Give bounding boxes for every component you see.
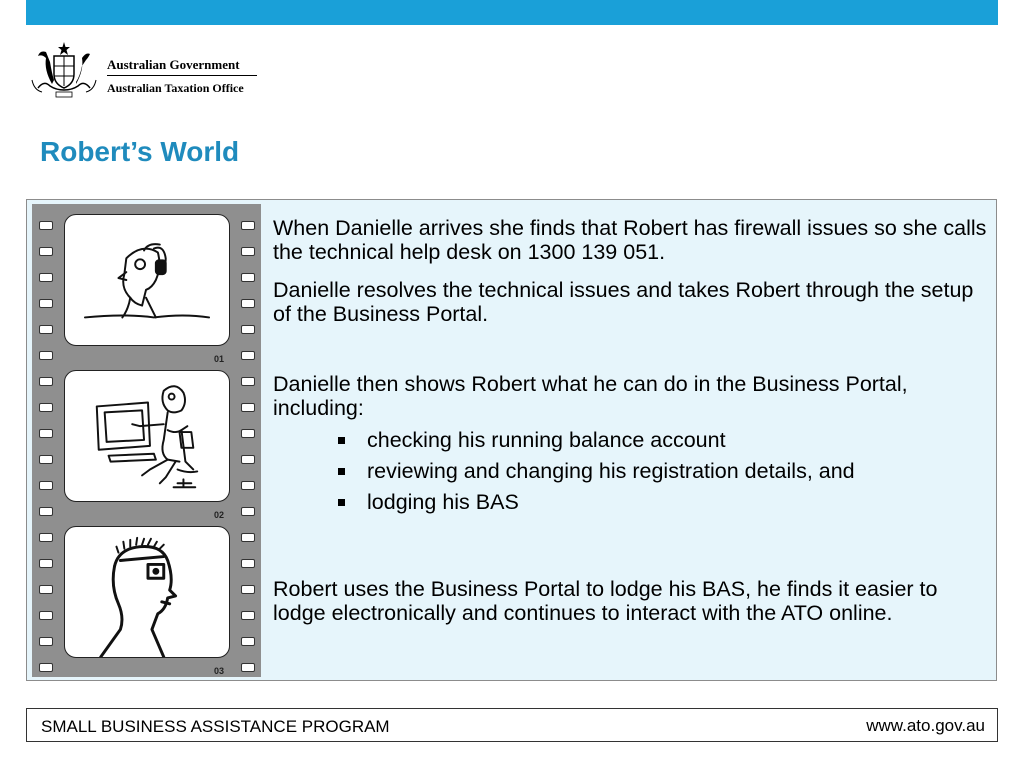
film-hole [241,351,255,360]
film-frame-2 [64,370,230,502]
footer-bar [26,708,998,742]
film-hole [39,507,53,516]
coat-of-arms-icon [24,40,104,100]
film-hole [241,559,255,568]
film-hole [241,481,255,490]
page-title: Robert’s World [40,136,240,167]
footer-program-name: SMALL BUSINESS ASSISTANCE PROGRAM [41,717,390,736]
film-hole [39,325,53,334]
filmstrip [32,204,261,677]
film-hole [241,663,255,672]
film-hole [39,221,53,230]
film-hole [39,351,53,360]
paragraph-setup: Danielle resolves the technical issues and takes Robert through the setup of the Business Portal. [273,278,974,326]
bullet-square-icon [338,468,345,475]
feature-list [273,426,988,519]
film-hole [39,429,53,438]
film-hole [39,455,53,464]
film-hole [39,481,53,490]
list-item-text: checking his running balance account [367,428,726,452]
film-hole [241,273,255,282]
bullet-square-icon [338,437,345,444]
robert-headset-icon [65,215,229,345]
film-frame-3 [64,526,230,658]
robert-at-computer-icon [65,371,229,501]
list-item-text: lodging his BAS [367,490,519,514]
government-logo [24,40,264,100]
top-accent-bar [26,0,998,25]
film-hole [39,611,53,620]
film-frame-1 [64,214,230,346]
film-hole [39,559,53,568]
paragraph-lodge-bas: Robert uses the Business Portal to lodge his BAS, he finds it easier to lodge electronically and continues to interact with the ATO online. [273,577,938,625]
film-hole [241,429,255,438]
film-hole [241,325,255,334]
film-hole [39,403,53,412]
paragraph-portal-features: Danielle then shows Robert what he can do in the Business Portal, including: [273,372,908,420]
robert-portrait-icon [65,527,229,657]
list-item [273,457,988,488]
film-hole [241,507,255,516]
film-hole [39,299,53,308]
film-hole [241,377,255,386]
list-item-text: reviewing and changing his registration details, and [367,459,855,483]
list-item [273,426,988,457]
film-hole [39,377,53,386]
frame-number: 02 [213,510,224,520]
frame-number: 01 [213,354,224,364]
office-name: Australian Taxation Office [107,81,244,95]
film-hole [241,299,255,308]
film-hole [39,637,53,646]
story-text [273,216,988,625]
paragraph-helpdesk: When Danielle arrives she finds that Robert has firewall issues so she calls the technical help desk on 1300 139 051. [273,216,987,264]
film-hole [39,273,53,282]
film-hole [241,247,255,256]
film-hole [39,247,53,256]
film-hole [39,663,53,672]
content-panel [26,199,997,681]
film-hole [241,221,255,230]
bullet-square-icon [338,499,345,506]
logo-divider [107,75,257,76]
film-hole [241,455,255,464]
film-hole [241,637,255,646]
film-hole [39,585,53,594]
film-hole [241,533,255,542]
film-hole [241,403,255,412]
film-hole [241,611,255,620]
government-name: Australian Government [107,57,240,72]
list-item [273,488,988,519]
film-hole [241,585,255,594]
film-hole [39,533,53,542]
frame-number: 03 [213,666,224,676]
footer-website-link[interactable]: www.ato.gov.au [866,716,985,735]
